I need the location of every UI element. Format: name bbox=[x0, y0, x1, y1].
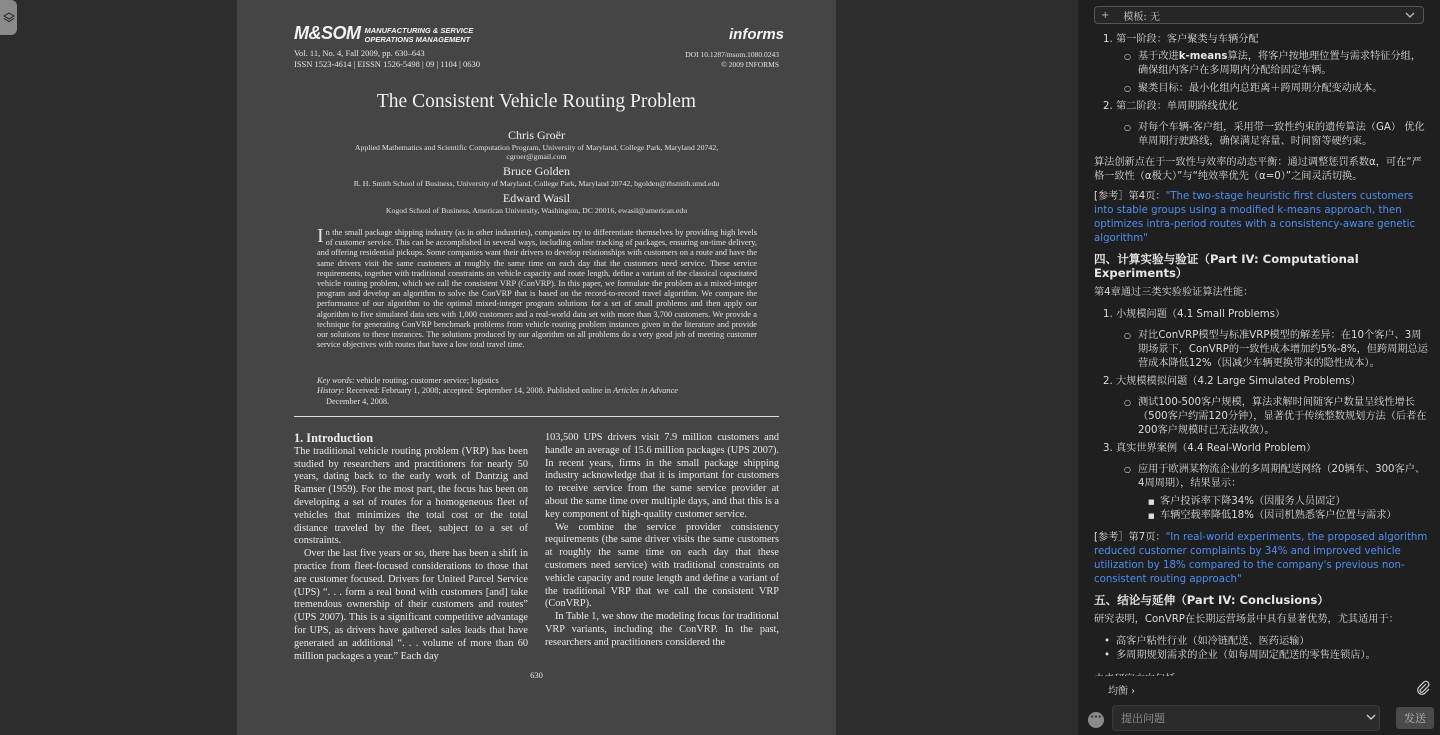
column-left bbox=[294, 432, 528, 663]
more-icon[interactable]: ··· bbox=[1088, 712, 1104, 728]
pdf-page[interactable] bbox=[237, 0, 836, 735]
list-item: 1. 第一阶段：客户聚类与车辆分配 bbox=[1103, 34, 1259, 45]
list-item: 3. 真实世界案例（4.4 Real-World Problem） bbox=[1103, 443, 1317, 454]
list-item: 1. 小规模问题（4.1 Small Problems） bbox=[1103, 309, 1286, 320]
list-item: • 高客户粘性行业（如冷链配送、医药运输） bbox=[1116, 635, 1428, 649]
abstract bbox=[317, 225, 757, 350]
ai-chat-panel bbox=[1078, 0, 1440, 735]
divider bbox=[294, 416, 779, 417]
informs-logo: informs bbox=[729, 26, 785, 43]
mode-selector[interactable]: 均衡 › bbox=[1108, 686, 1136, 697]
list-item: ○ 对比ConVRP模型与标准VRP模型的解差异：在10个客户、3周期场景下，ConVRP的一致性成本增加约5%-8%，但跨周期总运营成本降低12%（因减少车辆更换带来的隐性成本）。 bbox=[1138, 329, 1428, 371]
list-item: ○ 聚类目标：最小化组内总距离＋跨周期分配变动成本。 bbox=[1138, 82, 1428, 96]
list-item: ○ 基于改进k-means算法，将客户按地理位置与需求特征分组，确保组内客户在多周期内分配给固定车辆。 bbox=[1138, 50, 1428, 78]
send-button[interactable]: 发送 bbox=[1396, 707, 1434, 729]
paragraph: 算法创新点在于一致性与效率的动态平衡：通过调整惩罚系数α，可在“严格一致性（α极大）”与“纯效率优先（α=0）”之间灵活切换。 bbox=[1094, 157, 1422, 182]
paper-title: The Consistent Vehicle Routing Problem bbox=[376, 91, 697, 112]
paragraph: 103,500 UPS drivers visit 7.9 million customers and handle an average of 15.6 million packages (UPS 2007). In recent years, firms in the small package shipping industry acknowledge that it is important for customers to receive service from the same service provider at about the same time over multiple days, and that this is a key component of high-quality customer service. bbox=[545, 432, 779, 520]
paragraph: Over the last five years or so, there has been a shift in practice from fleet-focused considerations to those that are customer focused. Drivers for United Parcel Service (UPS) “. . . form a real bond with customers [and] take tremendous ownership of their customers and routes” (UPS 2007). This is a significant competitive advantage for UPS, as drivers have gathered sales leads that have generated an additional “. . . volume of more than 60 million packages a year.” Each day bbox=[294, 548, 528, 662]
reference-link[interactable]: "In real-world experiments, the proposed algorithm reduced customer complaints by 34% and improved vehicle utilization by 18% compared to the company's previous non-consistent routing approach" bbox=[1094, 532, 1428, 585]
layers-button[interactable] bbox=[0, 0, 17, 35]
journal-mark: M&SOM bbox=[294, 23, 361, 43]
journal-subtitle: MANUFACTURING & SERVICE OPERATIONS MANAGEMENT bbox=[364, 26, 474, 44]
section-heading: 1. Introduction bbox=[294, 431, 374, 445]
template-label: 模板: 无 bbox=[1123, 11, 1160, 23]
chevron-down-icon[interactable] bbox=[1366, 712, 1376, 722]
author-name: Bruce Golden bbox=[503, 164, 570, 178]
author-email: cgroer@gmail.com bbox=[506, 152, 567, 161]
list-item: ■ 车辆空载率降低18%（因司机熟悉客户位置与需求） bbox=[1160, 509, 1428, 523]
paragraph: We combine the service provider consistency requirements (the same driver visits the same customers at roughly the same time on each day that these customers need service) with traditional constraints on vehicle capacity and route length and define a variant of the traditional VRP that we call the consistent VRP (ConVRP). bbox=[545, 521, 779, 610]
author-affiliation: Applied Mathematics and Scientific Computation Program, University of Maryland, College Park, Maryland 20742, bbox=[354, 143, 719, 152]
paragraph: 第4章通过三类实验验证算法性能： bbox=[1094, 287, 1254, 298]
paragraph: 研究表明，ConVRP在长期运营场景中具有显著优势，尤其适用于： bbox=[1094, 614, 1399, 625]
chat-input-bar bbox=[1078, 676, 1440, 735]
section-heading: 四、计算实验与验证（Part IV: Computational Experiments） bbox=[1094, 252, 1359, 280]
list-item: ○ 应用于欧洲某物流企业的多周期配送网络（20辆车、300客户、4周周期），结果显示： bbox=[1138, 463, 1428, 491]
abstract-text: n the small package shipping industry (as in other industries), companies try to differentiate themselves by providing high levels of customer service. This can be accomplished in several ways, including online tracking of packages, ensuring on-time delivery, and offering residential pickups. Some companies want their drivers to develop relationships with customers on a route and have the same drivers visit the same customers at roughly the same time on each day that the customers need service. These service requirements, together with traditional constraints on vehicle capacity and route length, define a variant of the classical capacitated vehicle routing problem, which we call the consistent VRP (ConVRP). In this paper, we formulate the problem as a mixed-integer program and develop an algorithm to solve the ConVRP that is based on the record-to-record travel algorithm. We compare the performance of our algorithm to the optimal mixed-integer program solutions for a set of small problems and then apply our algorithm to five simulated data sets with 1,000 customers and a real-world data set with more than 3,700 customers. We provide a technique for generating ConVRP benchmark problems from vehicle routing problem instances given in the literature and provide our solutions to these instances. The solutions produced by our algorithm on all problems do a very good job of meeting customer service objectives with routes that have a low total travel time. bbox=[317, 228, 757, 350]
journal-logo bbox=[294, 24, 473, 44]
reference: [参考］第7页："In real-world experiments, the proposed algorithm reduced customer complaints by 34% and improved vehicle utilization by 18% compared to the company's previous non-consistent routing approach" bbox=[1094, 532, 1428, 585]
list-item: ○ 对每个车辆-客户组，采用带一致性约束的遗传算法（GA） 优化单周期行驶路线，确保满足容量、时间窗等硬约束。 bbox=[1138, 121, 1428, 149]
reference: [参考］第4页："The two-stage heuristic first clusters customers into stable groups using a modified k-means approach, then optimizes intra-period routes with a consistency-aware genetic algorithm" bbox=[1094, 191, 1416, 244]
list-item: 2. 第二阶段：单周期路线优化 bbox=[1103, 101, 1239, 112]
reference-link[interactable]: "The two-stage heuristic first clusters customers into stable groups using a modified k-means approach, then optimizes intra-period routes with a consistency-aware genetic algorithm" bbox=[1094, 191, 1416, 244]
volume-info: Vol. 11, No. 4, Fall 2009, pp. 630–643 ISSN 1523-4614 | EISSN 1526-5498 | 09 | 1104 | 0630 bbox=[294, 48, 480, 69]
list-item: ■ 客户投诉率下降34%（因服务人员固定） bbox=[1160, 495, 1428, 509]
paragraph: In Table 1, we show the modeling focus for traditional VRP variants, including the ConVRP. In the past, researchers and practitioners considered the bbox=[545, 611, 779, 648]
list-item: • 多周期规划需求的企业（如每周固定配送的零售连锁店）。 bbox=[1116, 649, 1428, 663]
chat-content bbox=[1094, 33, 1428, 693]
list-item: 2. 大规模模拟问题（4.2 Large Simulated Problems） bbox=[1103, 376, 1361, 387]
template-select[interactable] bbox=[1094, 6, 1424, 24]
author-name: Edward Wasil bbox=[502, 191, 571, 205]
layers-icon bbox=[3, 12, 15, 24]
author-affiliation: Kogod School of Business, American University, Washington, DC 20016, ewasil@american.edu bbox=[385, 206, 688, 215]
abstract-dropcap: I bbox=[317, 225, 324, 247]
chevron-down-icon bbox=[1405, 10, 1415, 20]
column-right bbox=[545, 432, 779, 650]
page-number: 630 bbox=[530, 670, 543, 680]
paperclip-icon[interactable] bbox=[1416, 680, 1430, 696]
doi-block: DOI 10.1287/msom.1080.0243 © 2009 INFORMS bbox=[685, 50, 779, 69]
author-affiliation: R. H. Smith School of Business, University of Maryland, College Park, Maryland 20742, bgolden@rhsmith.umd.edu bbox=[353, 179, 720, 188]
section-heading: 五、结论与延伸（Part IV: Conclusions） bbox=[1094, 593, 1329, 607]
ask-input[interactable] bbox=[1112, 705, 1380, 731]
keywords-block: Key words: vehicle routing; customer service; logistics History: Received: February 1, 2008; accepted: September 14, 2008. Published online in Articles in Advance December 4, 2008. bbox=[317, 376, 678, 406]
author-name: Chris Groër bbox=[508, 128, 565, 142]
plus-icon[interactable]: + bbox=[1101, 9, 1110, 21]
paragraph: The traditional vehicle routing problem (VRP) has been studied by researchers and practitioners for nearly 50 years, dating back to the early work of Dantzig and Ramser (1959). For the most part, the focus has been on developing a set of routes for a homogeneous fleet of vehicles that minimizes the total cost or the total distance traveled by the fleet, subject to a set of constraints. bbox=[294, 445, 528, 547]
list-item: ○ 测试100-500客户规模，算法求解时间随客户数量呈线性增长（500客户约需120分钟），显著优于传统整数规划方法（后者在200客户规模时已无法收敛）。 bbox=[1138, 396, 1428, 438]
